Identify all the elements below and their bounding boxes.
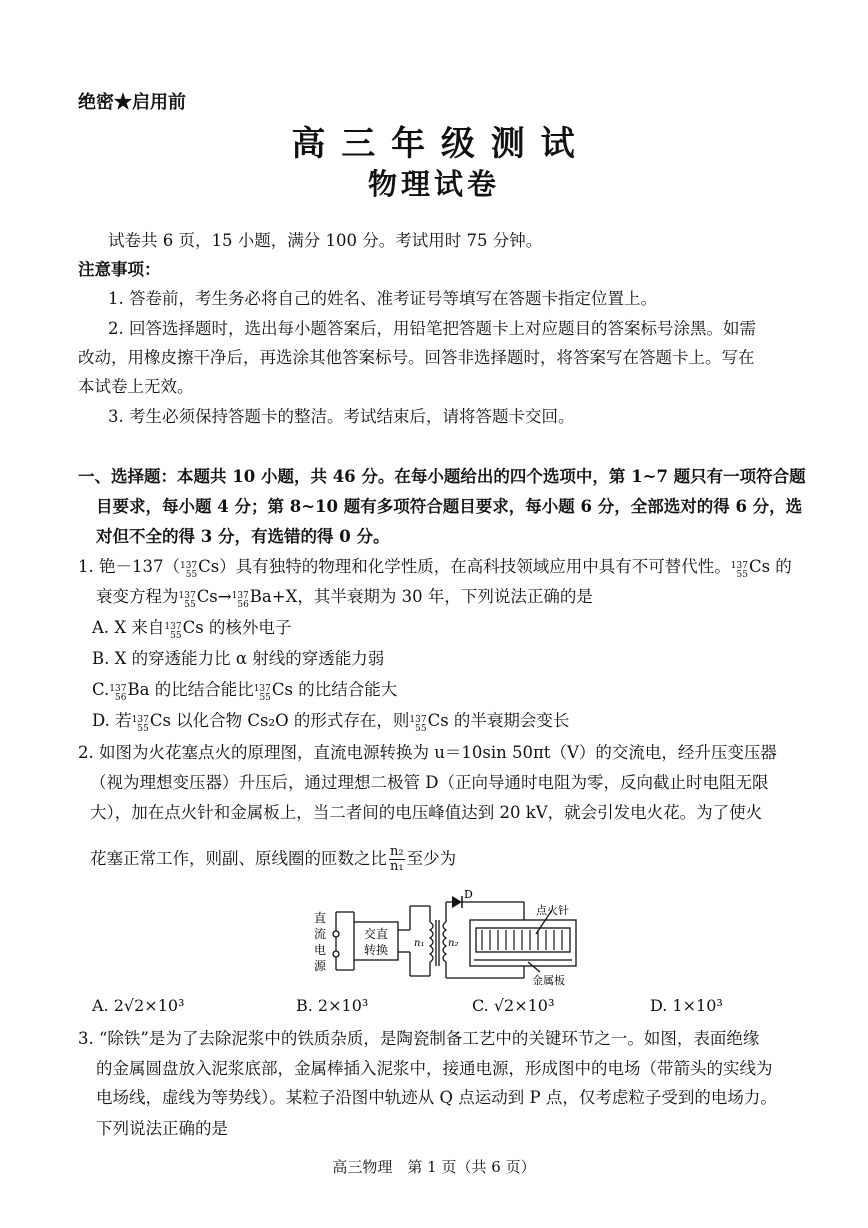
note-2-line-2: 改动，用橡皮擦干净后，再选涂其他答案标号。回答非选择题时，将答案写在答题卡上。写在 xyxy=(78,348,755,367)
ratio-numerator: n₂ xyxy=(390,844,404,859)
diode-label: D xyxy=(464,888,473,901)
converter-label-2: 转换 xyxy=(364,943,389,957)
q2-option-c: C. √2×10³ xyxy=(472,996,555,1015)
q2-stem-line-1: 2. 如图为火花塞点火的原理图，直流电源转换为 u＝10sin 50πt（V）的交流电，经升压变压器 xyxy=(78,743,777,762)
note-2-line-3: 本试卷上无效。 xyxy=(78,377,194,396)
needle-label: 点火针 xyxy=(536,904,569,917)
plate-label: 金属板 xyxy=(532,974,565,987)
note-3: 3. 考生必须保持答题卡的整洁。考试结束后，请将答题卡交回。 xyxy=(108,407,575,426)
q1-option-c: C. 137 56 Ba 的比结合能比 137 55 Cs 的比结合能大 xyxy=(92,680,398,703)
source-label-3: 电 xyxy=(314,943,327,957)
notes-heading: 注意事项： xyxy=(78,260,161,279)
section-1-line-2: 目要求，每小题 4 分；第 8~10 题有多项符合题目要求，每小题 6 分，全部选对的得 6 分，选 xyxy=(96,497,803,516)
q1-stem-line-2: 衰变方程为 137 55 Cs→ 137 56 Ba+X，其半衰期为 30 年，下列说法正确的是 xyxy=(96,587,593,610)
q1-stem-line-1: 1. 铯－137（ 137 55 Cs）具有独特的物理和化学性质，在高科技领域应用中具有不可替代性。 137 55 Cs 的 xyxy=(78,557,792,580)
q3-stem-line-3: 电场线，虚线为等势线）。某粒子沿图中轨迹从 Q 点运动到 P 点，仅考虑粒子受到的电场力。 xyxy=(96,1088,777,1107)
converter-label-1: 交直 xyxy=(364,927,389,941)
q1-option-a: A. X 来自 137 55 Cs 的核外电子 xyxy=(92,618,292,641)
q2-stem-line-3: 大），加在点火针和金属板上，当二者间的电压峰值达到 20 kV，就会引发电火花。为了使火 xyxy=(90,803,763,822)
n2-label: n₂ xyxy=(448,938,459,949)
q3-stem-line-1: 3. “除铁”是为了去除泥浆中的铁质杂质，是陶瓷制备工艺中的关键环节之一。如图，表面绝缘 xyxy=(78,1029,760,1048)
section-1-line-3: 对但不全的得 3 分，有选错的得 0 分。 xyxy=(96,527,390,546)
note-1: 1. 答卷前，考生务必将自己的姓名、准考证号等填写在答题卡指定位置上。 xyxy=(108,289,657,308)
secrecy-label: 绝密★启用前 xyxy=(78,92,186,113)
exam-intro: 试卷共 6 页，15 小题，满分 100 分。考试用时 75 分钟。 xyxy=(108,231,543,250)
page-footer: 高三物理 第 1 页（共 6 页） xyxy=(332,1158,536,1176)
q2-stem-line-2: （视为理想变压器）升压后，通过理想二极管 D（正向导通时电阻为零，反向截止时电阻无限 xyxy=(90,773,769,792)
q1-option-d: D. 若 137 55 Cs 以化合物 Cs₂O 的形式存在，则 137 55 Cs 的半衰期会变长 xyxy=(92,711,570,734)
q2-option-d: D. 1×10³ xyxy=(650,996,723,1015)
q2-stem-line-4: 花塞正常工作，则副、原线圈的匝数之比 $\frac{\text{n₂}}{\text{n₁}}$ 至少为 xyxy=(90,844,457,874)
q2-option-a: A. 2√2×10³ xyxy=(92,996,185,1015)
n1-label: n₁ xyxy=(414,938,425,949)
source-label-4: 源 xyxy=(314,959,327,973)
source-label-1: 直 xyxy=(314,911,327,925)
q2-option-b: B. 2×10³ xyxy=(296,996,369,1015)
exam-subtitle: 物理试卷 xyxy=(367,167,500,201)
q3-stem-line-4: 下列说法正确的是 xyxy=(96,1119,228,1138)
section-1-line-1: 一、选择题：本题共 10 小题，共 46 分。在每小题给出的四个选项中，第 1~7 题只有一项符合题 xyxy=(78,467,806,486)
q1-option-b: B. X 的穿透能力比 α 射线的穿透能力弱 xyxy=(92,649,385,668)
q3-stem-line-2: 的金属圆盘放入泥浆底部，金属棒插入泥浆中，接通电源，形成图中的电场（带箭头的实线为 xyxy=(96,1059,773,1078)
spark-plug-circuit-diagram xyxy=(296,888,606,988)
note-2-line-1: 2. 回答选择题时，选出每小题答案后，用铅笔把答题卡上对应题目的答案标号涂黑。如需 xyxy=(108,319,756,338)
ratio-denominator: n₁ xyxy=(390,859,404,874)
exam-title: 高 三 年 级 测 试 xyxy=(291,124,577,164)
source-label-2: 流 xyxy=(314,927,327,941)
